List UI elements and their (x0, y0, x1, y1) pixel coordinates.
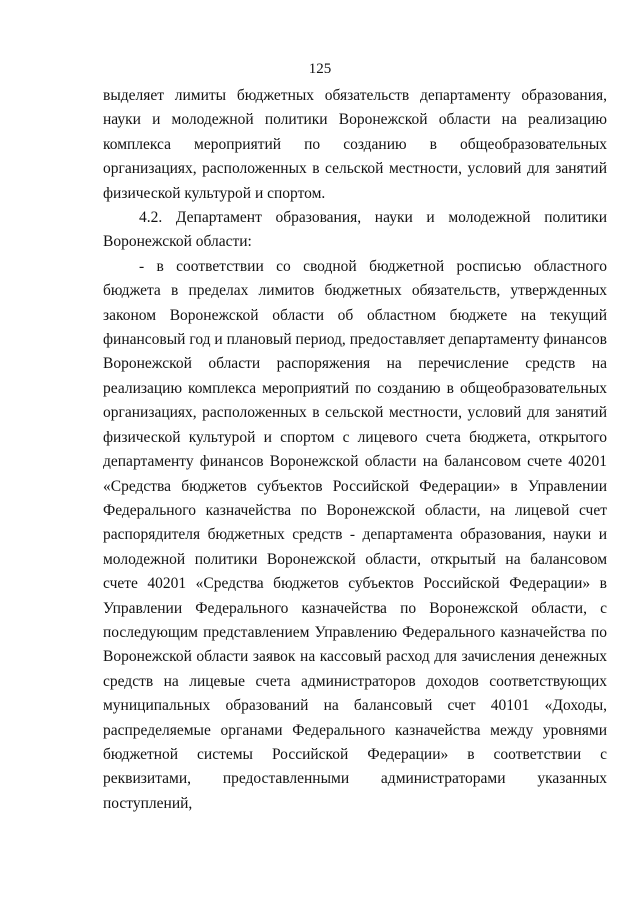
page-number: 125 (308, 61, 332, 77)
paragraph-list-item: - в соответствии со сводной бюджетной росписью областного бюджета в пределах лимитов бюджетных обязательств, утвержденных законом Воронежской области об областном бюджете на текущий финансовый год и плановый период, предоставляет департаменту финансов Воронежской области распоряжения на перечисление средств на реализацию комплекса мероприятий по созданию в общеобразовательных организациях, расположенных в сельской местности, условий для занятий физической культурой и спортом с лицевого счета бюджета, открытого департаменту финансов Воронежской области на балансовом счете 40201 «Средства бюджетов субъектов Российской Федерации» в Управлении Федерального казначейства по Воронежской области, на лицевой счет распорядителя бюджетных средств - департамента образования, науки и молодежной политики Воронежской области, открытый на балансовом счете 40201 «Средства бюджетов субъектов Российской Федерации» в Управлении Федерального казначейства по Воронежской области, с последующим представлением Управлению Федерального казначейства по Воронежской области заявок на кассовый расход для зачисления денежных средств на лицевые счета администраторов доходов соответствующих муниципальных образований на балансовый счет 40101 «Доходы, распределяемые органами Федерального казначейства между уровнями бюджетной системы Российской Федерации» в соответствии с реквизитами, предоставленными администраторами указанных поступлений, (103, 257, 607, 812)
paragraph-continuation: выделяет лимиты бюджетных обязательств департаменту образования, науки и молодежной политики Воронежской области на реализацию комплекса мероприятий по созданию в общеобразовательных организациях, расположенных в сельской местности, условий для занятий физической культурой и спортом. (103, 87, 607, 202)
paragraph-section-4-2: 4.2. Департамент образования, науки и молодежной политики Воронежской области: (103, 209, 607, 251)
document-body (103, 84, 607, 816)
